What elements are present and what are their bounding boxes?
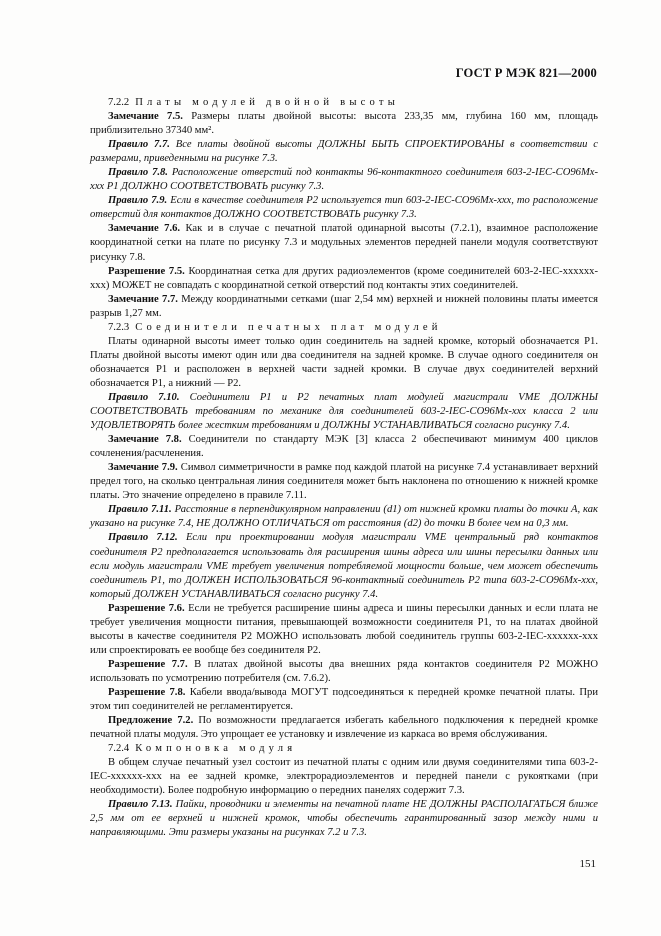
- paragraph-label: Замечание 7.9.: [108, 462, 178, 474]
- paragraph-label: Правило 7.7.: [108, 139, 170, 151]
- note-paragraph: [90, 110, 598, 138]
- note-paragraph: [90, 265, 598, 293]
- paragraph-label: Замечание 7.6.: [108, 223, 181, 235]
- paragraph-text: Расположение отверстий под контакты 96-контактного соединителя 603-2-IEC-CO96Mx-xxx P1 ДОЛЖНО СООТВЕТСТВОВАТЬ рисунку 7.3.: [90, 167, 599, 193]
- note-paragraph: [90, 602, 598, 658]
- paragraph-text: В общем случае печатный узел состоит из печатной платы с одним или двумя соединителями типа 603-2-IEC-xxxxxx-xxx на ее задней кромке, электрорадиоэлементов и передней панели с рукоятками (при необходимости). Более подробную информацию о передних панелях содержит 7.3.: [90, 757, 598, 797]
- paragraph-label: Правило 7.8.: [108, 167, 168, 179]
- paragraph-text: Соединители по стандарту МЭК [3] класса 2 обеспечивают минимум 400 циклов сочленения/расчленения.: [90, 434, 599, 460]
- rule-paragraph: [90, 138, 598, 166]
- paragraph-label: Правило 7.12.: [108, 532, 178, 544]
- section-number: 7.2.4: [108, 743, 130, 755]
- note-paragraph: [90, 686, 598, 714]
- paragraph-text: Все платы двойной высоты ДОЛЖНЫ БЫТЬ СПРОЕКТИРОВАНЫ в соответствии с размерами, приведенными на рисунке 7.3.: [90, 139, 598, 165]
- note-paragraph: [90, 293, 598, 321]
- paragraph-text: Если при проектировании модуля магистрали VME центральный ряд контактов соединителя P2 предполагается использовать для расширения шины адреса или шины пересылки данных или если модуль магистрали VME требует увеличения потребляемой мощности больше, чем может обеспечить соединитель P1, то ДОЛЖЕН ИСПОЛЬЗОВАТЬСЯ 96-контактный соединитель P2 типа 603-2-CO96Mx-xxx, который ДОЛЖЕН УСТАНАВЛИВАТЬСЯ согласно рисунку 7.4.: [90, 532, 598, 600]
- paragraph-text: Символ симметричности в рамке под каждой платой на рисунке 7.4 устанавливает верхний предел того, на сколько центральная линия соединителя может быть наклонена по отношению к нижней кромке платы. Это значение определено в правиле 7.11.: [90, 462, 599, 502]
- paragraph-text: По возможности предлагается избегать кабельного подключения к передней кромке печатной платы модуля. Это упрощает ее установку и извлечение из каркаса во время обслуживания.: [90, 715, 598, 741]
- note-paragraph: [90, 433, 598, 461]
- paragraph-text: Если в качестве соединителя P2 используется тип 603-2-IEC-CO96Mx-xxx, то расположение отверстий для контактов ДОЛЖНО СООТВЕТСТВОВАТЬ рисунку 7.3.: [90, 195, 598, 221]
- rule-paragraph: [90, 798, 598, 840]
- paragraph-text: Размеры платы двойной высоты: высота 233,35 мм, глубина 160 мм, площадь приблизительно 37340 мм².: [90, 111, 598, 137]
- paragraph-label: Разрешение 7.7.: [108, 658, 188, 670]
- section-title: Компоновка модуля: [135, 743, 297, 755]
- paragraph-label: Правило 7.13.: [108, 799, 173, 811]
- paragraph-label: Предложение 7.2.: [108, 715, 194, 727]
- paragraph-text: Расстояние в перпендикулярном направлении (d1) от нижней кромки платы до точки А, как указано на рисунке 7.4, НЕ ДОЛЖНО ОТЛИЧАТЬСЯ от расстояния (d2) до точки В более чем на 0,3 мм.: [90, 504, 598, 530]
- page-number: 151: [579, 858, 596, 870]
- text-paragraph: [90, 335, 598, 391]
- document-body: [90, 96, 598, 840]
- paragraph-label: Разрешение 7.5.: [108, 265, 185, 277]
- paragraph-label: Правило 7.11.: [108, 504, 172, 516]
- section-title: Соединители печатных плат модулей: [135, 321, 442, 333]
- paragraph-label: Замечание 7.8.: [108, 434, 182, 446]
- paragraph-text: Платы одинарной высоты имеет только один соединитель на задней кромке, который обозначается P1. Платы двойной высоты имеют один или два соединителя на задней кромке. В случае одного соединителя он обозначается P1 и расположен в верхней части задней кромки. В случае двух соединителей верхний обозначается P1, а нижний — P2.: [90, 335, 598, 389]
- paragraph-label: Правило 7.9.: [108, 195, 168, 207]
- section-number: 7.2.2: [108, 97, 130, 108]
- text-paragraph: [90, 756, 598, 798]
- paragraph-label: Правило 7.10.: [108, 391, 180, 403]
- paragraph-text: В платах двойной высоты два внешних ряда контактов соединителя P2 МОЖНО использовать по усмотрению потребителя (см. 7.6.2).: [90, 658, 598, 684]
- paragraph-text: Координатная сетка для других радиоэлементов (кроме соединителей 603-2-IEC-xxxxxx-xxx) МОЖЕТ не совпадать с координатной сеткой отверстий под контакты этих соединителей.: [90, 265, 598, 291]
- section-heading: [90, 96, 598, 110]
- paragraph-label: Замечание 7.5.: [108, 111, 183, 123]
- note-paragraph: [90, 714, 598, 742]
- paragraph-text: Между координатными сетками (шаг 2,54 мм) верхней и нижней половины платы имеется разрыв 1,27 мм.: [90, 293, 598, 319]
- section-heading: [90, 321, 598, 335]
- paragraph-text: Пайки, проводники и элементы на печатной плате НЕ ДОЛЖНЫ РАСПОЛАГАТЬСЯ ближе 2,5 мм от ее верхней и нижней кромок, чтобы обеспечить гарантированный зазор между ними и направляющими. Эти размеры указаны на рисунках 7.2 и 7.3.: [90, 799, 599, 839]
- rule-paragraph: [90, 503, 598, 531]
- paragraph-text: Соединители P1 и P2 печатных плат модулей магистрали VME ДОЛЖНЫ СООТВЕТСТВОВАТЬ требованиям по механике для соединителей 603-2-IEC-CO96Mx-xxx класса 2 или УДОВЛЕТВОРЯТЬ более жестким требованиям и ДОЛЖНЫ УСТАНАВЛИВАТЬСЯ согласно рисунку 7.4.: [90, 391, 598, 432]
- paragraph-text: Если не требуется расширение шины адреса и шины пересылки данных и если плата не требует увеличения мощности питания, превышающей возможности соединителя P1, то на платах двойной высоты в качестве соединителя P2 МОЖНО использовать любой соединитель группы 603-2-IEC-xxxxxx-xxx или спроектировать ее вообще без соединителя P2.: [90, 602, 599, 656]
- paragraph-label: Разрешение 7.6.: [108, 602, 185, 614]
- section-number: 7.2.3: [108, 321, 130, 333]
- paragraph-text: Кабели ввода/вывода МОГУТ подсоединяться к передней кромке печатной платы. При этом тип соединителей не регламентируется.: [90, 686, 598, 713]
- paragraph-label: Разрешение 7.8.: [108, 686, 186, 698]
- standard-header: ГОСТ Р МЭК 821—2000: [455, 66, 597, 80]
- note-paragraph: [90, 461, 598, 503]
- rule-paragraph: [90, 166, 598, 194]
- paragraph-text: Как и в случае с печатной платой одинарной высоты (7.2.1), взаимное расположение координатной сетки на плате по рисунку 7.3 и модульных элементов передней панели модуля соответствуют рисунку 7.8.: [90, 223, 599, 263]
- note-paragraph: [90, 658, 598, 686]
- section-title: Платы модулей двойной высоты: [135, 97, 400, 108]
- rule-paragraph: [90, 531, 598, 601]
- section-heading: [90, 742, 598, 756]
- paragraph-label: Замечание 7.7.: [108, 293, 178, 305]
- rule-paragraph: [90, 391, 598, 433]
- rule-paragraph: [90, 194, 598, 222]
- note-paragraph: [90, 222, 598, 264]
